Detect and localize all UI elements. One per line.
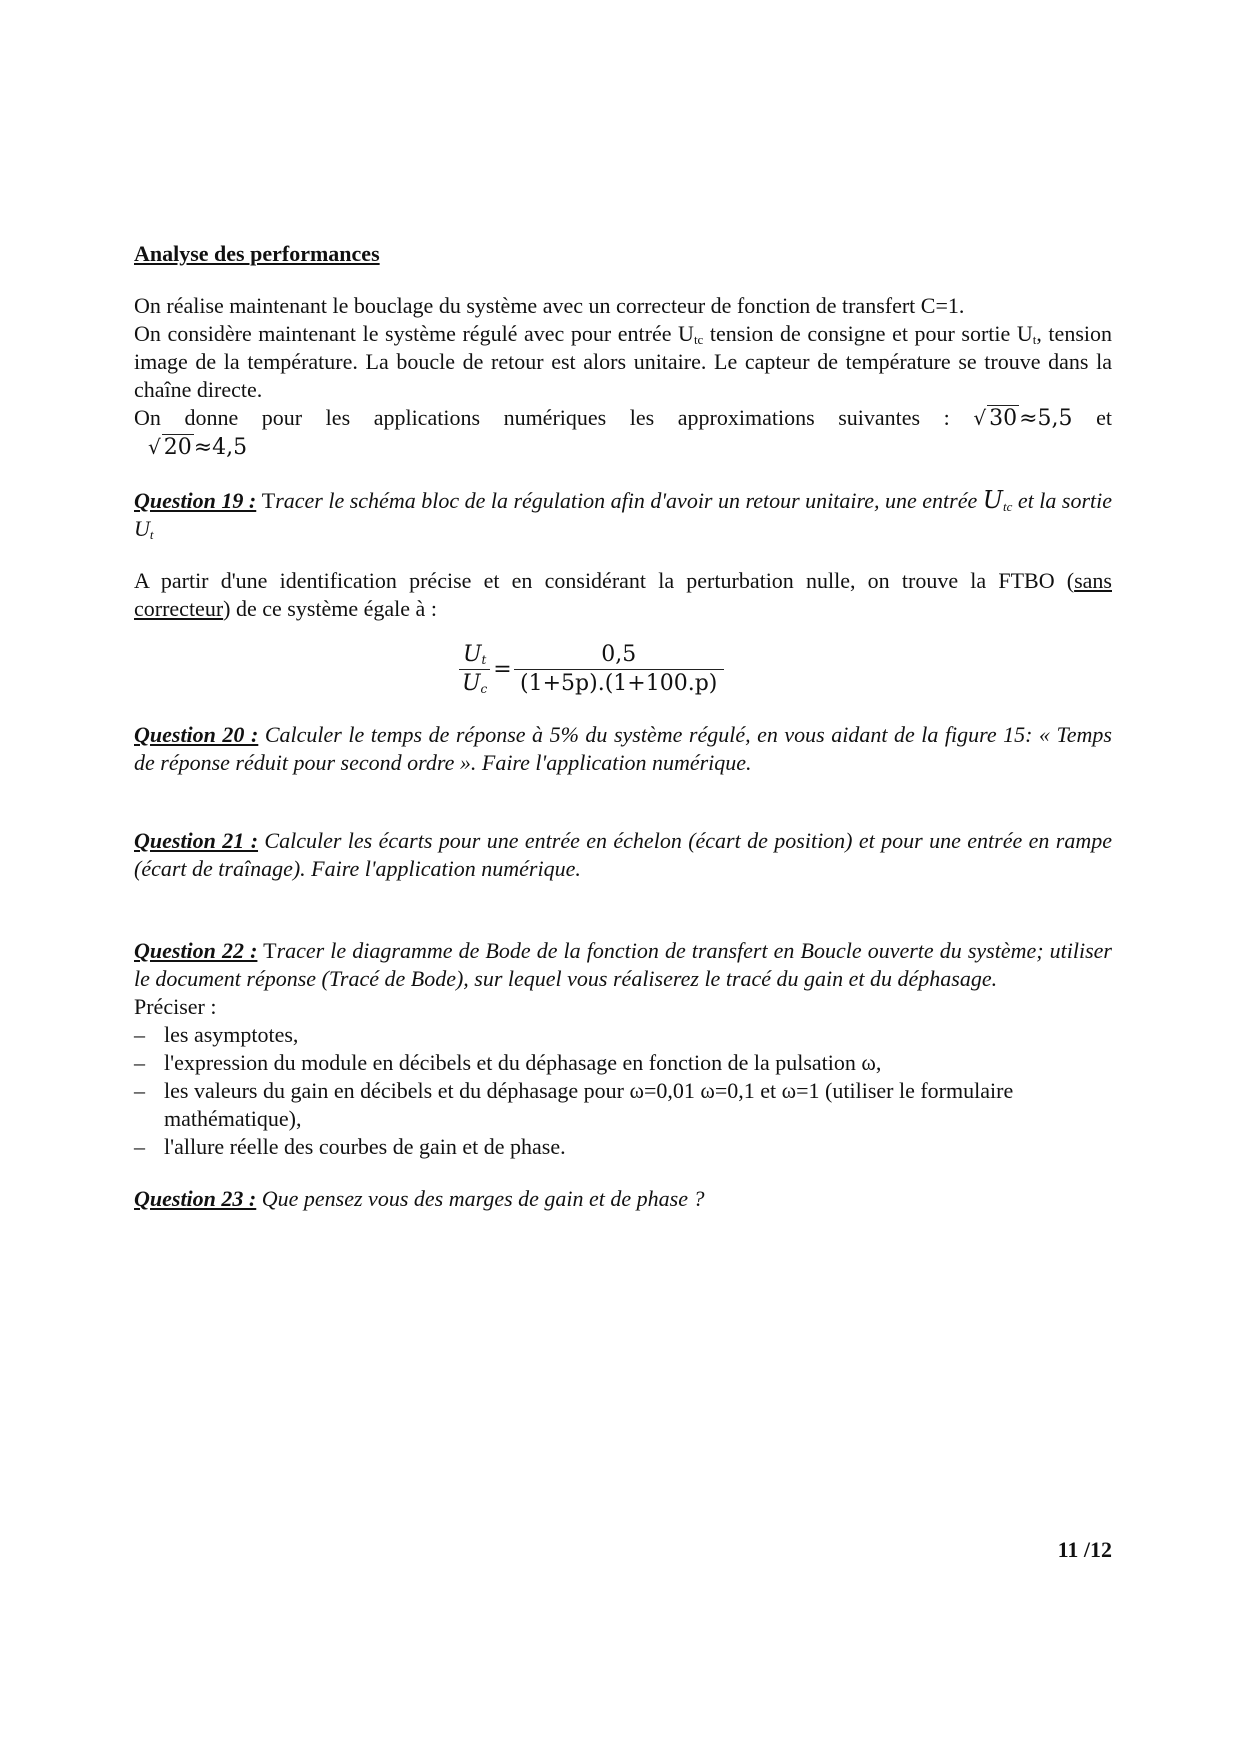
radical-sign-icon: √ — [148, 435, 161, 459]
sqrt-30-expression: √ 30≈5,5 — [973, 406, 1073, 431]
preciser-label: Préciser : — [134, 994, 217, 1019]
question-20: Question 20 : Calculer le temps de réponse à 5% du système régulé, en vous aidant de la figure 15: « Temps de réponse réduit pour second ordre ». Faire l'application numérique. — [134, 722, 1112, 775]
question-21: Question 21 : Calculer les écarts pour une entrée en échelon (écart de position) et pour une entrée en rampe (écart de traînage). Faire l'application numérique. — [134, 828, 1112, 881]
formula-equals: = — [493, 656, 512, 682]
approximations-line-2 — [134, 433, 1112, 462]
question-19: Question 19 : Tracer le schéma bloc de la régulation afin d'avoir un retour unitaire, une entrée $U_{tc}$ et la sortie $U_t$ — [134, 486, 1112, 542]
question-23: Question 23 : Que pensez vous des marges de gain et de phase ? — [134, 1186, 705, 1211]
formula-lhs-fraction: $\frac{U_t}{U_c}$ — [458, 641, 491, 698]
question-23-label: Question 23 : — [134, 1186, 257, 1211]
question-19-label: Question 19 : — [134, 488, 257, 513]
document-page — [134, 240, 1112, 1213]
list-item: – les valeurs du gain en décibels et du déphasage pour ω=0,01 ω=0,1 et ω=1 (utiliser le formulaire mathématique), — [134, 1078, 1014, 1131]
list-item: – les asymptotes, — [134, 1022, 299, 1047]
formula-rhs-fraction: $\frac{0,5}{(1+5p).(1+100.p)}$ — [514, 641, 724, 698]
list-item: – l'expression du module en décibels et du déphasage en fonction de la pulsation ω, — [134, 1050, 882, 1075]
ftbo-paragraph: A partir d'une identification précise et en considérant la perturbation nulle, on trouve la FTBO (sans correcteur) de ce système égale à : — [134, 568, 1112, 621]
ftbo-formula — [134, 641, 1112, 705]
list-item: – l'allure réelle des courbes de gain et de phase. — [134, 1134, 566, 1159]
page-number: 11 /12 — [1057, 1537, 1112, 1562]
approximations-line: On donne pour les applications numériques les approximations suivantes : √ 30≈5,5 et — [134, 405, 1113, 431]
intro-paragraph-2: On considère maintenant le système régulé avec pour entrée $U_{tc}$ tension de consigne et pour sortie $U_t$, tension image de la température. La boucle de retour est alors unitaire. Le capteur de température se trouve dans la chaîne directe. — [134, 321, 1112, 402]
sqrt-20-expression: √ 20≈4,5 — [148, 435, 248, 460]
precision-list — [134, 1021, 1112, 1161]
question-20-label: Question 20 : — [134, 722, 259, 747]
question-22-label: Question 22 : — [134, 938, 258, 963]
radical-sign-icon: √ — [973, 406, 987, 430]
question-21-label: Question 21 : — [134, 828, 259, 853]
section-title: Analyse des performances — [134, 241, 380, 266]
intro-paragraph-1: On réalise maintenant le bouclage du système avec un correcteur de fonction de transfert C=1. — [134, 293, 965, 318]
question-22: Question 22 : Tracer le diagramme de Bode de la fonction de transfert en Boucle ouverte du système; utiliser le document réponse (Tracé de Bode), sur lequel vous réaliserez le tracé du gain et du déphasage. — [134, 938, 1112, 991]
